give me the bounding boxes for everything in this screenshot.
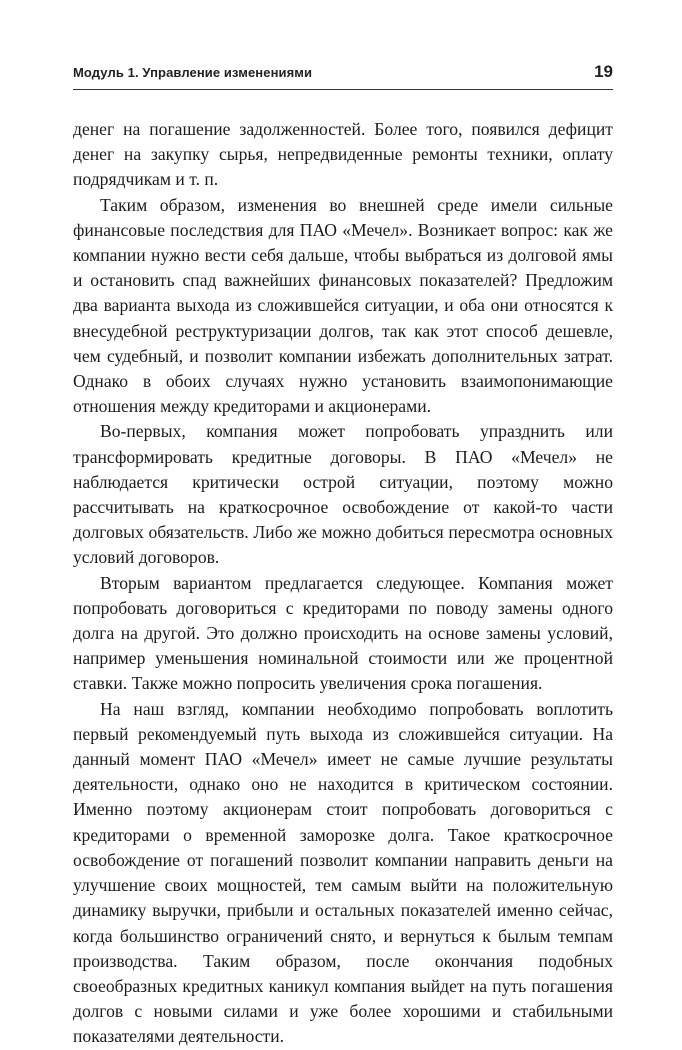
header-rule [73, 89, 613, 90]
body-text [73, 117, 613, 1050]
paragraph-4: Вторым вариантом предлагается следующее. Компания может попробовать договориться с кредиторами по поводу замены одного долга на другой. Это должно происходить на основе замены условий, например уменьшения номинальной стоимости или же процентной ставки. Также можно попросить увеличения срока погашения. [73, 572, 613, 694]
page-header [73, 62, 613, 82]
paragraph-3: Во-первых, компания может попробовать упразднить или трансформировать кредитные договоры. В ПАО «Мечел» не наблюдается критически острой ситуации, поэтому можно рассчитывать на краткосрочное освобождение от какой-то части долговых обязательств. Либо же можно добиться пересмотра основных условий договоров. [73, 421, 613, 568]
page-number: 19 [594, 62, 613, 81]
paragraph-5: На наш взгляд, компании необходимо попробовать воплотить первый рекомендуемый путь выхода из сложившейся ситуации. На данный момент ПАО «Мечел» имеет не самые лучшие результаты деятельности, однако оно не находится в критическом состоянии. Именно поэтому акционерам стоит попробовать договориться с кредиторами о временной заморозке долга. Такое краткосрочное освобождение от погашений позволит компании направить деньги на улучшение своих мощностей, тем самым выйти на положительную динамику выручки, прибыли и остальных показателей именно сейчас, когда большинство ограничений снято, и вернуться к былым темпам производства. Таким образом, после окончания подобных своеобразных кредитных каникул компания выйдет на путь погашения долгов с новыми силами и уже более хорошими и стабильными показателями деятельности. [73, 698, 613, 1047]
paragraph-1: денег на погашение задолженностей. Более того, появился дефицит денег на закупку сырья, непредвиденные ремонты техники, оплату подрядчикам и т. п. [73, 119, 613, 190]
running-title: Модуль 1. Управление изменениями [73, 65, 313, 80]
paragraph-2: Таким образом, изменения во внешней среде имели сильные финансовые последствия для ПАО «Мечел». Возникает вопрос: как же компании нужно вести себя дальше, чтобы выбраться из долговой ямы и остановить спад важнейших финансовых показателей? Предложим два варианта выхода из сложившейся ситуации, и оба они относятся к внесудебной реструктуризации долгов, так как этот способ дешевле, чем судебный, и позволит компании избежать дополнительных затрат. Однако в обоих случаях нужно установить взаимопонимающие отношения между кредиторами и акционерами. [73, 194, 613, 417]
